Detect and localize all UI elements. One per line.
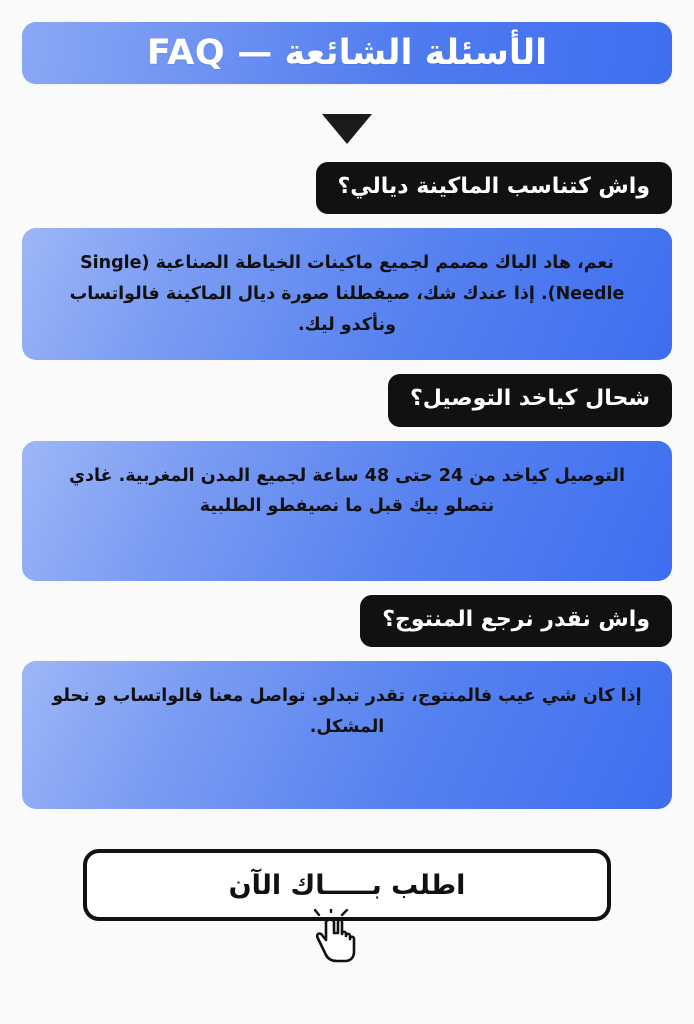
faq-answer-text: التوصيل كياخد من 24 حتى 48 ساعة لجميع المدن المغربية. غادي نتصلو بيك قبل ما نصيفطو الطلبية	[69, 465, 625, 517]
faq-item	[22, 162, 672, 360]
faq-item	[22, 595, 672, 809]
arrow-down-icon	[322, 114, 372, 144]
question-row	[22, 162, 672, 214]
faq-answer-text: نعم، هاد الباك مصمم لجميع ماكينات الخياطة الصناعية (Single Needle). إذا عندك شك، صيفطلنا صورة ديال الماكينة فالواتساب ونأكدو ليك.	[69, 253, 625, 335]
faq-answer	[22, 228, 672, 360]
faq-answer-text: إذا كان شي عيب فالمنتوج، تقدر تبدلو. تواصل معنا فالواتساب و نحلو المشكل.	[52, 686, 642, 737]
faq-answer	[22, 441, 672, 581]
arrow-container	[22, 114, 672, 144]
hand-click-icon	[309, 909, 363, 969]
faq-answer	[22, 661, 672, 809]
question-row	[22, 374, 672, 426]
cta-container	[22, 849, 672, 921]
header-banner	[22, 22, 672, 84]
faq-question[interactable]: واش كتناسب الماكينة ديالي؟	[316, 162, 673, 214]
order-now-label: اطلب بـــــاك الآن	[228, 869, 466, 901]
faq-question[interactable]: شحال كياخد التوصيل؟	[388, 374, 672, 426]
page-title: الأسئلة الشائعة — FAQ	[146, 32, 548, 73]
faq-item	[22, 374, 672, 580]
question-row	[22, 595, 672, 647]
faq-question[interactable]: واش نقدر نرجع المنتوج؟	[360, 595, 672, 647]
